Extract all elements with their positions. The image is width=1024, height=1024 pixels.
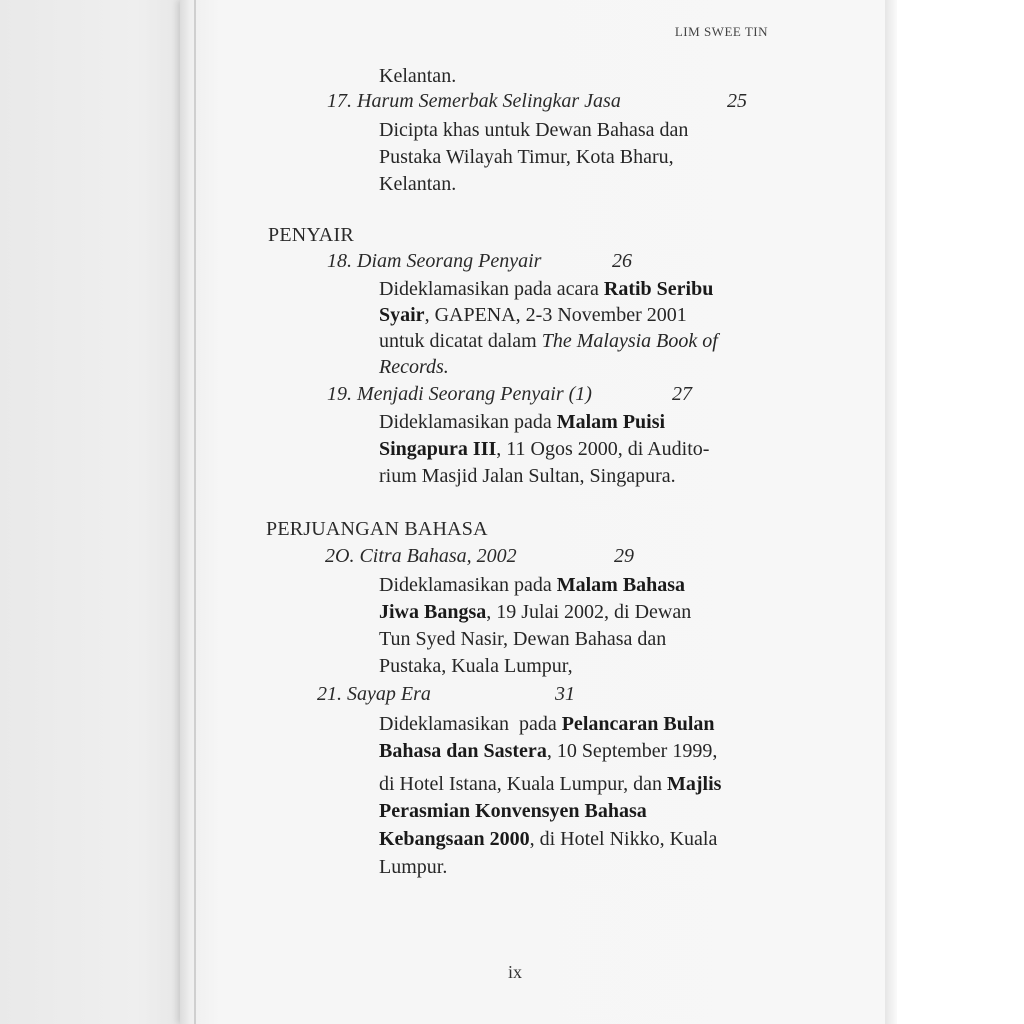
entry-19-line-1: Dideklamasikan pada Malam Puisi (379, 411, 666, 433)
entry-19-title: 19. Menjadi Seorang Penyair (1) (327, 383, 592, 405)
entry-21-line-6: Lumpur. (379, 856, 448, 878)
entry-17-page-number: 25 (727, 90, 747, 112)
entry-17-line-2: Pustaka Wilayah Timur, Kota Bharu, (379, 146, 674, 168)
section-heading-perjuangan-bahasa: PERJUANGAN BAHASA (266, 518, 488, 540)
section-heading-penyair: PENYAIR (268, 224, 354, 246)
entry-21-line-1: Dideklamasikan pada Pelancaran Bulan (379, 713, 715, 735)
entry-17-title: 17. Harum Semerbak Selingkar Jasa (327, 90, 621, 112)
entry-21-line-4: Perasmian Konvensyen Bahasa (379, 800, 647, 822)
entry-21-line-3: di Hotel Istana, Kuala Lumpur, dan Majlis (379, 773, 722, 795)
entry-20-line-1: Dideklamasikan pada Malam Bahasa (379, 574, 686, 596)
entry-18-line-4: Records. (379, 356, 449, 378)
page-number-folio: ix (508, 962, 523, 982)
entry-20-line-3: Tun Syed Nasir, Dewan Bahasa dan (379, 628, 667, 650)
running-header: LIM SWEE TIN (674, 24, 768, 39)
entry-18-title: 18. Diam Seorang Penyair (327, 250, 542, 272)
entry-20-page-number: 29 (614, 545, 634, 567)
entry-21-line-5: Kebangsaan 2000, di Hotel Nikko, Kuala (379, 828, 718, 850)
entry-18-line-3: untuk dicatat dalam The Malaysia Book of (379, 330, 718, 352)
entry-20-title: 2O. Citra Bahasa, 2002 (325, 545, 517, 567)
entry-21-line-2: Bahasa dan Sastera, 10 September 1999, (379, 740, 718, 762)
entry-19-page-number: 27 (672, 383, 692, 405)
entry-18-line-1: Dideklamasikan pada acara Ratib Seribu (379, 278, 714, 300)
entry-21-page-number: 31 (555, 683, 575, 705)
entry-19-line-3: rium Masjid Jalan Sultan, Singapura. (379, 465, 676, 487)
entry-21-title: 21. Sayap Era (317, 683, 431, 705)
entry-17-line-1: Dicipta khas untuk Dewan Bahasa dan (379, 119, 689, 141)
entry-17-line-3: Kelantan. (379, 173, 457, 195)
entry-20-line-2: Jiwa Bangsa, 19 Julai 2002, di Dewan (379, 601, 692, 623)
entry-18-line-2: Syair, GAPENA, 2-3 November 2001 (379, 304, 687, 326)
entry-16-tail: Kelantan. (379, 65, 457, 87)
entry-18-page-number: 26 (612, 250, 632, 272)
entry-19-line-2: Singapura III, 11 Ogos 2000, di Audito- (379, 438, 710, 460)
entry-20-line-4: Pustaka, Kuala Lumpur, (379, 655, 573, 677)
